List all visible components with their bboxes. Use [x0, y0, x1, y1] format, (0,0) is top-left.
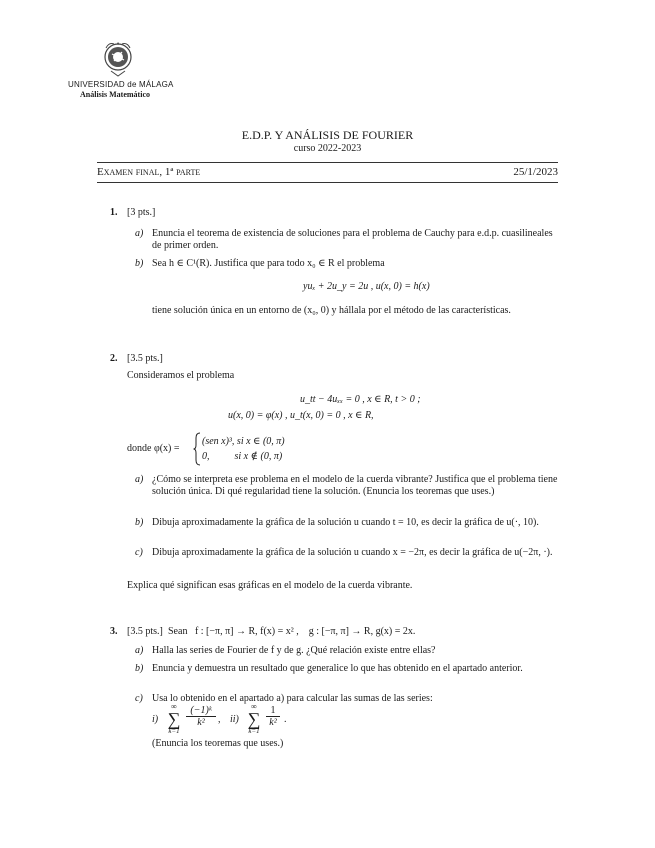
fraction-numerator: 1: [266, 705, 280, 717]
problem-points: [3.5 pts.]: [127, 353, 163, 364]
case-line: 0, si x ∉ (0, π): [202, 451, 283, 462]
svg-text:✝: ✝: [116, 41, 120, 46]
university-name: UNIVERSIDAD de MÁLAGA: [68, 80, 174, 89]
item-text: Dibuja aproximadamente la gráfica de la solución u cuando t = 10, es decir la gráfica de u(·, 10).: [152, 517, 539, 528]
sum-upper-limit: ∞: [171, 702, 177, 711]
item-label: b): [135, 258, 144, 269]
exam-title: E.D.P. Y ANÁLISIS DE FOURIER: [241, 128, 414, 142]
definition-label: donde φ(x) =: [127, 443, 180, 454]
separator: ,: [218, 714, 221, 725]
problem-closing: Explica qué significan esas gráficas en el modelo de la cuerda vibrante.: [127, 580, 413, 591]
sum-sign: ∑: [247, 709, 261, 729]
problem-closing: (Enuncia los teoremas que uses.): [152, 738, 284, 749]
formula: u(x, 0) = φ(x) , u_t(x, 0) = 0 , x ∈ R,: [228, 410, 374, 421]
sum-lower-limit: k=1: [168, 727, 180, 735]
fraction-ii: [266, 705, 280, 729]
item-text: ¿Cómo se interpreta ese problema en el modelo de la cuerda vibrante? Justifica que el problema tiene solución única. Di qué regularidad tiene la solución. (Enuncia los teoremas que uses.): [152, 474, 558, 497]
item-label: a): [135, 228, 144, 239]
item-label: a): [135, 645, 144, 656]
problem-points: [3.5 pts.]: [127, 626, 163, 637]
exam-date: 25/1/2023: [513, 166, 558, 178]
problem-intro: Consideramos el problema: [127, 370, 235, 381]
header-rule-top: [97, 162, 558, 163]
item-label: b): [135, 663, 144, 674]
fraction-denominator: k²: [269, 717, 277, 728]
item-label: c): [135, 693, 143, 704]
brace-icon: [193, 432, 201, 466]
problem-number: 3.: [110, 626, 118, 637]
item-label: a): [135, 474, 144, 485]
header-rule-bottom: [97, 182, 558, 183]
item-text: tiene solución única en un entorno de (x₀, 0) y hállala por el método de las características.: [152, 305, 511, 316]
formula: yuₓ + 2u_y = 2u , u(x, 0) = h(x): [303, 281, 430, 292]
problem-intro: Sean f : [−π, π] → R, f(x) = x² , g : [−π, π] → R, g(x) = 2x.: [168, 626, 416, 637]
formula: u_tt − 4uₓₓ = 0 , x ∈ R, t > 0 ;: [300, 394, 421, 405]
university-logo: [102, 40, 134, 78]
item-text: Halla las series de Fourier de f y de g. ¿Qué relación existe entre ellas?: [152, 645, 436, 656]
course-year: curso 2022-2023: [293, 143, 362, 154]
sum-lower-limit: k=1: [248, 727, 260, 735]
case-line: (sen x)³, si x ∈ (0, π): [202, 436, 285, 447]
problem-number: 2.: [110, 353, 118, 364]
separator: .: [284, 714, 287, 725]
item-text: Sea h ∈ C¹(R). Justifica que para todo x₀ ∈ R el problema: [152, 258, 385, 269]
item-label: b): [135, 517, 144, 528]
item-text: Enuncia y demuestra un resultado que generalice lo que has obtenido en el apartado anterior.: [152, 663, 523, 674]
series-sum-i: [164, 703, 184, 735]
problem-number: 1.: [110, 207, 118, 218]
series-label: ii): [230, 714, 239, 725]
item-text: Enuncia el teorema de existencia de soluciones para el problema de Cauchy para e.d.p. cuasilineales de primer orden.: [152, 228, 553, 251]
item-text: Usa lo obtenido en el apartado a) para calcular las sumas de las series:: [152, 693, 433, 704]
item-label: c): [135, 547, 143, 558]
sum-upper-limit: ∞: [251, 702, 257, 711]
department-name: Análisis Matemático: [80, 90, 150, 99]
problem-points: [3 pts.]: [127, 207, 156, 218]
series-label: i): [152, 714, 159, 725]
logo-emblem-icon: [102, 40, 134, 78]
fraction-i: [186, 705, 216, 729]
left-brace: [193, 432, 201, 470]
exam-label: Examen final, 1ª parte: [97, 166, 201, 178]
fraction-numerator: (−1)ᵏ: [186, 705, 216, 717]
item-text: Dibuja aproximadamente la gráfica de la solución u cuando x = −2π, es decir la gráfica de u(−2π, ·).: [152, 547, 553, 558]
fraction-denominator: k²: [197, 717, 205, 728]
series-sum-ii: [244, 703, 264, 735]
sum-sign: ∑: [167, 709, 181, 729]
